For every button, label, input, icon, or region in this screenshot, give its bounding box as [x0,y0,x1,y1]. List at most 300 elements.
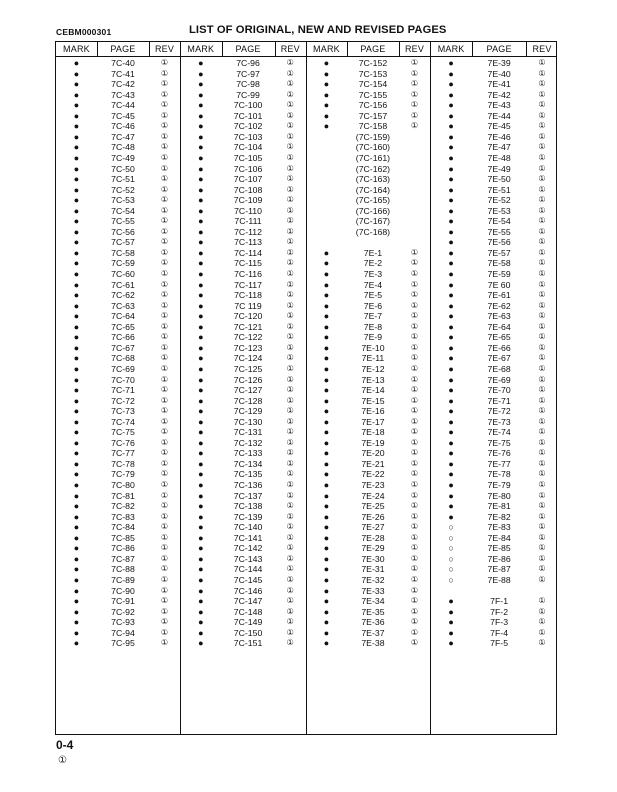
row-mark: ● [73,585,80,596]
row-mark: ● [73,174,80,185]
row-mark: ● [323,279,330,290]
row-rev: ① [160,553,169,563]
row-page: 7E-27 [361,522,385,533]
row-page: 7E-30 [361,553,385,564]
row-page: 7E-15 [361,395,385,406]
row-mark: ● [323,448,330,459]
row-mark: ● [448,290,454,301]
row-page: 7E-68 [487,363,511,374]
row-mark: ● [448,501,454,512]
row-rev [399,216,430,227]
row-rev: ① [538,532,546,542]
row-rev: ① [286,596,294,606]
row-rev: ① [160,480,169,489]
header-cell-divider [275,42,276,57]
row-mark: ● [448,131,454,142]
row-rev: ① [538,216,546,226]
row-mark: ● [73,205,80,216]
row-rev: ① [286,163,294,173]
row-rev: ① [410,342,419,352]
row-mark: ● [198,543,204,554]
row-mark [306,174,347,185]
row-rev: ① [410,311,419,321]
row-rev: ① [160,374,169,384]
page-title: LIST OF ORIGINAL, NEW AND REVISED PAGES [189,24,447,36]
row-mark: ● [198,290,204,301]
row-page: 7E-84 [487,532,511,543]
row-rev: ① [286,332,294,342]
row-rev: ① [410,110,419,120]
row-rev: ① [286,142,294,152]
row-rev: ① [410,596,419,606]
row-page: 7E-56 [487,237,511,248]
row-page: 7C-89 [111,574,135,585]
row-mark: ● [323,585,330,596]
row-rev: ① [538,385,546,395]
row-rev: ① [286,89,294,99]
row-page: 7C-132 [233,437,263,448]
row-rev: ① [538,184,546,194]
row-mark: ● [198,395,204,406]
row-page: 7C-113 [234,237,262,248]
row-page: (7C-160) [355,142,391,153]
row-page [347,237,399,248]
row-rev: ① [286,617,294,627]
row-rev: ① [410,406,419,416]
row-mark: ● [448,617,454,628]
row-page: 7E-76 [487,448,511,459]
row-page: 7C-80 [111,480,135,490]
row-page [472,586,526,597]
row-page: 7E-38 [361,638,385,649]
row-mark: ● [73,385,80,396]
row-page: 7C-120 [233,311,263,322]
row-mark: ● [73,195,80,206]
row-mark: ● [448,142,454,153]
row-mark: ○ [448,564,454,575]
row-page: 7C-101 [233,110,263,121]
row-page: 7C-92 [111,606,135,617]
row-page: 7C-125 [233,363,263,374]
row-rev: ① [286,174,294,184]
row-page: 7C-124 [233,353,263,364]
row-rev: ① [160,100,169,110]
row-page: 7C-109 [233,195,263,206]
row-rev: ① [538,448,546,458]
row-rev: ① [160,353,169,363]
row-rev: ① [410,100,419,110]
row-rev: ① [160,110,169,120]
row-rev: ① [410,321,419,331]
row-rev: ① [410,458,419,468]
row-mark: ● [73,596,80,607]
row-mark: ● [73,469,80,480]
row-page: 7C-104 [233,142,263,153]
row-mark [430,586,472,597]
row-page: 7E-17 [361,416,385,427]
row-rev: ① [160,385,169,395]
row-mark: ● [323,501,330,512]
row-rev: ① [160,237,169,247]
row-mark: ● [323,532,330,543]
row-mark: ● [198,89,204,100]
row-rev: ① [286,342,294,352]
row-mark: ● [323,406,330,417]
row-mark [306,227,347,238]
row-page: 7C-84 [111,522,135,533]
row-page: 7E-74 [487,427,511,438]
header-cell-divider [526,42,527,57]
row-rev: ① [538,258,546,268]
row-rev: ① [160,522,169,532]
row-page: 7C-88 [111,564,135,575]
row-page: 7E-11 [361,353,385,364]
row-rev: ① [160,332,169,342]
row-mark: ● [323,300,330,311]
page-revision-mark: ① [58,755,67,766]
row-mark: ● [323,121,330,132]
row-page: 7C-71 [111,385,135,396]
row-rev: ① [160,458,169,468]
row-mark: ● [73,363,80,374]
row-page: 7C-151 [233,638,263,649]
row-page: 7C-73 [111,406,135,417]
row-mark: ● [73,638,80,649]
row-rev: ① [538,511,546,521]
row-mark: ● [448,237,454,248]
row-rev [526,586,558,597]
row-mark: ● [73,416,80,427]
row-mark: ● [448,638,454,649]
row-mark: ● [448,332,454,343]
row-rev: ① [286,511,294,521]
row-page: 7E-75 [487,437,511,448]
row-rev: ① [160,638,169,648]
row-page: 7C-140 [233,522,263,533]
row-rev: ① [160,174,169,184]
header-page: PAGE [486,44,512,54]
row-page: 7E-71 [487,395,511,406]
row-rev: ① [410,501,419,511]
row-rev: ① [538,205,546,215]
row-mark: ● [323,617,330,628]
row-mark: ● [73,121,80,132]
row-mark: ● [448,68,454,79]
row-rev: ① [538,89,546,99]
row-mark: ● [323,353,330,364]
row-page: 7C-47 [111,131,135,142]
row-page: 7E-29 [361,543,385,554]
row-rev: ① [286,458,294,468]
row-mark: ● [323,269,330,279]
row-page: 7E-80 [487,490,511,501]
row-mark: ● [448,174,454,185]
row-mark [306,132,347,143]
row-page: 7C-133 [233,448,263,459]
row-page: 7E-16 [361,406,385,417]
row-page: 7E-18 [361,427,385,438]
row-mark: ● [73,522,80,533]
row-page: 7C-94 [111,627,135,638]
row-rev: ① [410,395,419,405]
row-page: 7E-32 [361,574,385,585]
row-mark: ● [448,427,454,438]
row-page: 7C-83 [111,511,135,522]
row-mark: ● [323,342,330,353]
row-page: 7C-54 [111,205,135,216]
row-mark: ● [198,342,204,353]
row-page: 7C-44 [111,100,135,111]
row-page: (7C-162) [355,163,391,174]
row-page: 7E-22 [361,469,385,480]
row-rev: ① [286,437,294,447]
row-mark: ● [448,458,454,469]
row-page: 7C-48 [111,142,135,153]
row-page: 7C-46 [111,121,135,132]
row-page: 7C-145 [233,574,263,585]
row-mark: ● [448,627,454,638]
row-page: 7C-51 [111,174,135,185]
row-mark: ● [323,522,330,533]
row-mark: ● [323,416,330,427]
row-mark: ● [73,142,80,153]
row-rev: ① [538,321,546,331]
row-rev: ① [160,205,169,215]
row-mark: ● [323,638,330,649]
row-rev: ① [410,89,419,99]
row-mark: ● [198,564,204,575]
row-rev: ① [160,247,169,257]
row-mark: ● [198,131,204,142]
row-mark: ● [448,216,454,227]
header-page: PAGE [360,44,386,54]
row-page: 7C-156 [358,100,388,111]
row-page: 7C-114 [234,247,262,258]
row-mark: ● [73,617,80,628]
row-page: 7C-55 [111,216,135,227]
row-mark: ● [198,79,204,90]
row-mark: ● [448,247,454,258]
header-cell-divider [399,42,400,57]
row-page: 7E-42 [487,89,511,100]
row-rev: ① [410,363,419,373]
row-page: 7E-79 [487,480,511,490]
row-mark: ● [323,606,330,617]
row-mark [306,142,347,153]
row-rev: ① [160,163,169,173]
row-mark: ● [73,574,80,585]
row-mark: ● [73,553,80,564]
row-page: 7C-111 [234,216,262,227]
row-page: 7C-142 [233,543,263,554]
row-rev: ① [286,290,294,300]
row-page: 7C-147 [233,596,263,607]
row-page: (7C-164) [355,184,391,195]
row-rev: ① [538,458,546,468]
row-rev: ① [410,448,419,458]
row-mark: ● [73,216,80,227]
row-mark: ● [198,311,204,322]
row-mark: ● [198,152,204,163]
row-rev: ① [160,490,169,500]
row-rev: ① [160,342,169,352]
row-page: 7C-131 [233,427,263,438]
row-page: 7E-54 [487,216,511,227]
row-page: 7C-97 [236,68,260,79]
row-rev: ① [538,395,546,405]
row-page: 7C-112 [234,226,262,237]
row-rev: ① [410,585,419,595]
row-rev: ① [538,501,546,511]
row-mark: ● [198,110,204,121]
row-mark: ● [448,258,454,269]
row-rev: ① [160,195,169,205]
row-mark: ● [448,406,454,417]
row-page: 7C-72 [111,395,135,406]
row-rev: ① [410,279,419,289]
row-page: 7E-67 [487,353,511,364]
row-page: 7E-39 [487,58,511,68]
row-rev: ① [160,564,169,574]
row-rev: ① [538,68,546,78]
row-mark [306,206,347,217]
row-page: 7E-8 [363,321,383,332]
row-rev: ① [160,596,169,606]
row-rev: ① [160,574,169,584]
row-mark: ○ [448,553,454,564]
row-mark: ● [198,216,204,227]
row-rev: ① [286,363,294,373]
row-mark: ● [198,427,204,438]
row-page: 7E-52 [487,195,511,206]
row-page: 7E-45 [487,121,511,132]
row-mark: ● [73,427,80,438]
row-page: 7C-95 [111,638,135,649]
row-mark: ● [198,163,204,174]
row-page: 7C-128 [233,395,263,406]
row-page: 7E-43 [487,100,511,111]
row-page: 7C-115 [234,258,262,269]
row-page: 7E-73 [487,416,511,427]
row-mark: ● [198,258,204,269]
row-page: 7E-19 [361,437,385,448]
row-page: 7E-12 [361,363,385,374]
row-rev: ① [538,564,546,574]
row-page: 7C-61 [111,279,135,290]
row-mark: ● [198,501,204,512]
row-page: 7E-25 [361,501,385,512]
row-mark: ● [323,480,330,490]
row-rev: ① [410,553,419,563]
row-page: 7F-2 [490,606,509,617]
row-rev: ① [538,416,546,426]
row-mark: ● [73,258,80,269]
row-mark: ● [73,321,80,332]
row-page: 7C-79 [111,469,135,480]
row-mark: ● [448,353,454,364]
row-rev: ① [286,226,294,236]
row-rev: ① [286,374,294,384]
header-rev: REV [404,44,425,54]
row-rev: ① [160,58,169,67]
row-page: 7C-42 [111,79,135,90]
revision-table [55,41,557,735]
row-mark: ● [448,511,454,522]
row-mark: ● [198,458,204,469]
row-page: 7E-87 [487,564,511,575]
row-rev: ① [160,269,169,278]
row-rev: ① [160,427,169,437]
row-page: 7C-123 [233,342,263,353]
row-rev [399,142,430,153]
row-mark: ● [448,596,454,607]
row-rev: ① [286,448,294,458]
row-page: 7F-5 [490,638,509,649]
row-rev: ① [286,395,294,405]
row-page: 7E-7 [363,311,383,322]
row-mark: ● [73,226,80,237]
row-rev: ① [410,543,419,553]
row-rev: ① [410,79,419,89]
row-mark: ● [448,300,454,311]
row-page: 7E-31 [361,564,385,575]
row-mark: ● [448,490,454,501]
row-rev: ① [286,311,294,321]
row-page: (7C-167) [355,216,391,227]
row-rev: ① [538,427,546,437]
header-rev: REV [532,44,552,54]
row-page: 7C-157 [358,110,388,121]
row-page: 7C-106 [233,163,263,174]
row-page: 7C-144 [233,564,263,575]
row-mark: ● [73,58,80,68]
row-page: 7E-21 [361,458,385,469]
row-page: 7E-6 [363,300,383,311]
row-rev: ① [538,342,546,352]
row-page: 7C-100 [233,100,263,111]
row-rev: ① [538,300,546,310]
header-cell-divider [149,42,150,57]
row-mark: ● [198,596,204,607]
row-rev: ① [160,89,169,99]
row-page: 7C-155 [358,89,388,100]
row-rev: ① [538,121,546,131]
row-page: 7C-98 [236,79,260,90]
row-rev: ① [538,226,546,236]
row-mark: ● [73,110,80,121]
row-rev: ① [538,374,546,384]
row-mark: ● [73,163,80,174]
row-mark [306,216,347,227]
header-page: PAGE [110,44,136,54]
row-mark: ● [73,627,80,638]
row-rev: ① [286,532,294,542]
row-mark: ● [198,585,204,596]
row-rev: ① [410,638,419,648]
row-rev: ① [410,469,419,479]
row-page: 7C-86 [111,543,135,554]
row-page: 7E-64 [487,321,511,332]
row-page: 7E-86 [487,553,511,564]
row-mark: ○ [448,543,454,554]
row-mark: ● [198,627,204,638]
row-rev: ① [160,79,169,89]
row-page: 7E-58 [487,258,511,269]
row-rev: ① [160,142,169,152]
row-mark: ● [198,574,204,585]
row-rev: ① [410,385,419,395]
row-mark: ● [323,58,330,68]
